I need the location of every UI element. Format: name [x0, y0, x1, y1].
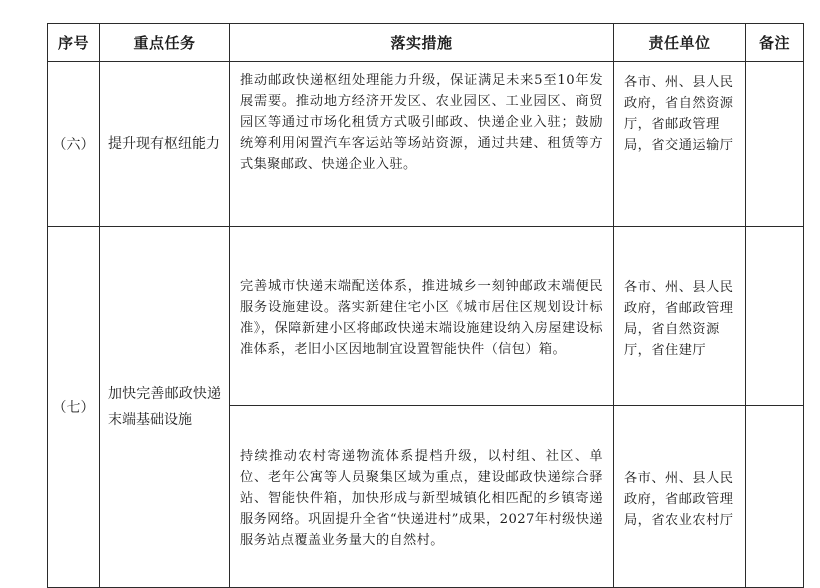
header-notes: 备注	[746, 24, 804, 62]
row-seq: （七）	[48, 227, 100, 588]
header-row	[48, 24, 804, 62]
header-seq: 序号	[48, 24, 100, 62]
row-units: 各市、州、县人民政府，省自然资源厅，省邮政管理局，省交通运输厅	[614, 62, 746, 227]
row-note	[746, 227, 804, 406]
table-row	[48, 227, 804, 406]
row-units: 各市、州、县人民政府，省邮政管理局，省农业农村厅	[614, 406, 746, 588]
row-note	[746, 406, 804, 588]
table-row	[48, 62, 804, 227]
header-task: 重点任务	[100, 24, 230, 62]
row-note	[746, 62, 804, 227]
task-table	[47, 23, 804, 588]
row-seq: （六）	[48, 62, 100, 227]
row-measure: 完善城市快递末端配送体系，推进城乡一刻钟邮政末端便民服务设施建设。落实新建住宅小区《城市居住区规划设计标准》，保障新建小区将邮政快递末端设施建设纳入房屋建设标准体系，老旧小区因地制宜设置智能快件（信包）箱。	[230, 227, 614, 406]
row-units: 各市、州、县人民政府，省邮政管理局，省自然资源厅，省住建厅	[614, 227, 746, 406]
row-task: 提升现有枢纽能力	[100, 62, 230, 227]
row-measure: 持续推动农村寄递物流体系提档升级，以村组、社区、单位、老年公寓等人员聚集区域为重点，建设邮政快递综合驿站、智能快件箱，加快形成与新型城镇化相匹配的乡镇寄递服务网络。巩固提升全省“快递进村”成果，2027年村级快递服务站点覆盖业务量大的自然村。	[230, 406, 614, 588]
row-measure: 推动邮政快递枢纽处理能力升级，保证满足未来5至10年发展需要。推动地方经济开发区、农业园区、工业园区、商贸园区等通过市场化租赁方式吸引邮政、快递企业入驻；鼓励统筹利用闲置汽车客运站等场站资源，通过共建、租赁等方式集聚邮政、快递企业入驻。	[230, 62, 614, 227]
header-measures: 落实措施	[230, 24, 614, 62]
header-units: 责任单位	[614, 24, 746, 62]
row-task: 加快完善邮政快递末端基础设施	[100, 227, 230, 588]
